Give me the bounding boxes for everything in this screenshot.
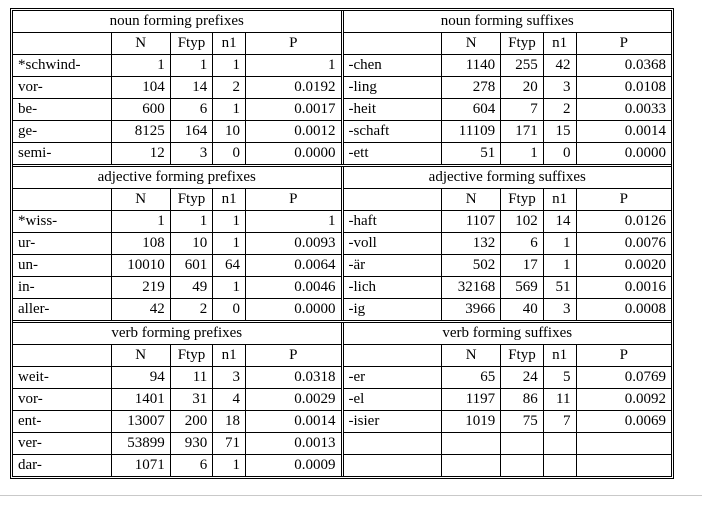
value-cell: 0.0093: [246, 233, 341, 255]
affix-cell: vor-: [13, 77, 111, 99]
value-cell: 0.0000: [576, 143, 671, 165]
column-header: N: [442, 33, 501, 55]
suffix-subtable: [344, 323, 672, 476]
column-header: P: [246, 33, 341, 55]
value-cell: [543, 433, 576, 455]
header-blank-cell: [13, 189, 111, 211]
value-cell: [576, 455, 671, 477]
column-header: Ftyp: [501, 189, 544, 211]
prefix-subtable: [13, 11, 344, 164]
table-row: [344, 77, 672, 99]
affix-cell: -el: [344, 389, 442, 411]
value-cell: 108: [111, 233, 170, 255]
value-cell: [501, 455, 544, 477]
value-cell: [543, 455, 576, 477]
affix-cell: -haft: [344, 211, 442, 233]
value-cell: 255: [501, 55, 544, 77]
value-cell: 18: [213, 411, 246, 433]
suffix-subtable: [344, 11, 672, 164]
value-cell: 14: [543, 211, 576, 233]
value-cell: 94: [111, 367, 170, 389]
value-cell: 11: [543, 389, 576, 411]
affix-cell: -lich: [344, 277, 442, 299]
affix-cell: [344, 433, 442, 455]
affix-cell: -chen: [344, 55, 442, 77]
affix-cell: -heit: [344, 99, 442, 121]
affix-cell: ent-: [13, 411, 111, 433]
column-header: N: [111, 345, 170, 367]
column-header: Ftyp: [170, 345, 213, 367]
value-cell: 104: [111, 77, 170, 99]
value-cell: 600: [111, 99, 170, 121]
affix-cell: un-: [13, 255, 111, 277]
value-cell: [442, 455, 501, 477]
column-header: n1: [543, 33, 576, 55]
value-cell: 1: [213, 233, 246, 255]
table-row: [344, 55, 672, 77]
value-cell: [442, 433, 501, 455]
value-cell: 1: [213, 99, 246, 121]
table-row: [344, 211, 672, 233]
column-header: N: [442, 189, 501, 211]
value-cell: 0.0013: [246, 433, 341, 455]
column-header: Ftyp: [501, 345, 544, 367]
affix-cell: ver-: [13, 433, 111, 455]
value-cell: 1019: [442, 411, 501, 433]
table-row: [13, 255, 341, 277]
column-header: Ftyp: [170, 189, 213, 211]
value-cell: 0.0064: [246, 255, 341, 277]
value-cell: 5: [543, 367, 576, 389]
column-header: Ftyp: [501, 33, 544, 55]
affix-cell: [344, 455, 442, 477]
affix-cell: ur-: [13, 233, 111, 255]
value-cell: [501, 433, 544, 455]
table-row: [344, 433, 672, 455]
value-cell: 1: [170, 55, 213, 77]
value-cell: 71: [213, 433, 246, 455]
table-row: [344, 367, 672, 389]
value-cell: 1: [213, 455, 246, 477]
value-cell: 6: [170, 455, 213, 477]
value-cell: 0.0126: [576, 211, 671, 233]
table-row: [344, 299, 672, 321]
value-cell: 0.0000: [246, 299, 341, 321]
table-row: [13, 277, 341, 299]
value-cell: 11109: [442, 121, 501, 143]
table-group: [13, 320, 671, 476]
table-row: [13, 411, 341, 433]
column-header: n1: [213, 189, 246, 211]
table-row: [13, 299, 341, 321]
value-cell: 64: [213, 255, 246, 277]
value-cell: 601: [170, 255, 213, 277]
affix-cell: -voll: [344, 233, 442, 255]
prefix-subtable: [13, 323, 344, 476]
affix-cell: in-: [13, 277, 111, 299]
value-cell: 0: [543, 143, 576, 165]
column-header: P: [576, 345, 671, 367]
value-cell: 3: [543, 77, 576, 99]
value-cell: 200: [170, 411, 213, 433]
table-row: [344, 233, 672, 255]
value-cell: 1107: [442, 211, 501, 233]
value-cell: 0: [213, 299, 246, 321]
value-cell: 502: [442, 255, 501, 277]
affix-cell: semi-: [13, 143, 111, 165]
value-cell: 10: [213, 121, 246, 143]
value-cell: 86: [501, 389, 544, 411]
value-cell: 49: [170, 277, 213, 299]
value-cell: 1140: [442, 55, 501, 77]
table-row: [344, 121, 672, 143]
table-row: [13, 367, 341, 389]
value-cell: 930: [170, 433, 213, 455]
table-row: [344, 389, 672, 411]
value-cell: 102: [501, 211, 544, 233]
subtable-title: verb forming suffixes: [344, 323, 672, 345]
affix-cell: -isier: [344, 411, 442, 433]
affix-statistics-table: [10, 8, 674, 479]
affix-cell: ge-: [13, 121, 111, 143]
value-cell: 17: [501, 255, 544, 277]
table-row: [13, 77, 341, 99]
value-cell: 24: [501, 367, 544, 389]
column-header: Ftyp: [170, 33, 213, 55]
value-cell: 75: [501, 411, 544, 433]
value-cell: 6: [501, 233, 544, 255]
value-cell: 3: [213, 367, 246, 389]
table-row: [13, 55, 341, 77]
column-header: n1: [213, 345, 246, 367]
table-row: [13, 143, 341, 165]
value-cell: 0.0076: [576, 233, 671, 255]
value-cell: 40: [501, 299, 544, 321]
value-cell: 0.0012: [246, 121, 341, 143]
subtable-title: verb forming prefixes: [13, 323, 341, 345]
value-cell: 0.0108: [576, 77, 671, 99]
table-row: [13, 233, 341, 255]
affix-cell: -schaft: [344, 121, 442, 143]
value-cell: 569: [501, 277, 544, 299]
value-cell: 51: [442, 143, 501, 165]
value-cell: 604: [442, 99, 501, 121]
value-cell: 7: [543, 411, 576, 433]
value-cell: 1: [501, 143, 544, 165]
value-cell: 3: [543, 299, 576, 321]
value-cell: 0.0769: [576, 367, 671, 389]
value-cell: 0.0092: [576, 389, 671, 411]
value-cell: 65: [442, 367, 501, 389]
column-header: P: [576, 189, 671, 211]
affix-cell: -är: [344, 255, 442, 277]
value-cell: 32168: [442, 277, 501, 299]
column-header: n1: [213, 33, 246, 55]
table-group: [13, 164, 671, 320]
value-cell: 8125: [111, 121, 170, 143]
value-cell: 278: [442, 77, 501, 99]
table-row: [13, 121, 341, 143]
table-row: [13, 389, 341, 411]
table-row: [344, 143, 672, 165]
value-cell: 1401: [111, 389, 170, 411]
value-cell: 1: [246, 55, 341, 77]
value-cell: 13007: [111, 411, 170, 433]
affix-cell: -ett: [344, 143, 442, 165]
header-blank-cell: [13, 33, 111, 55]
subtable-title: adjective forming prefixes: [13, 167, 341, 189]
affix-cell: be-: [13, 99, 111, 121]
value-cell: 0.0014: [246, 411, 341, 433]
value-cell: 31: [170, 389, 213, 411]
affix-cell: *wiss-: [13, 211, 111, 233]
value-cell: 2: [543, 99, 576, 121]
column-header: n1: [543, 189, 576, 211]
value-cell: 3966: [442, 299, 501, 321]
table-row: [344, 277, 672, 299]
table-row: [13, 211, 341, 233]
affix-cell: *schwind-: [13, 55, 111, 77]
value-cell: 12: [111, 143, 170, 165]
header-blank-cell: [13, 345, 111, 367]
value-cell: 51: [543, 277, 576, 299]
header-blank-cell: [344, 33, 442, 55]
value-cell: 0: [213, 143, 246, 165]
value-cell: 0.0029: [246, 389, 341, 411]
table-row: [344, 455, 672, 477]
value-cell: 0.0046: [246, 277, 341, 299]
value-cell: 1: [246, 211, 341, 233]
column-header: N: [111, 189, 170, 211]
value-cell: 3: [170, 143, 213, 165]
value-cell: 10: [170, 233, 213, 255]
header-blank-cell: [344, 189, 442, 211]
value-cell: [576, 433, 671, 455]
value-cell: 1: [111, 211, 170, 233]
value-cell: 1: [111, 55, 170, 77]
subtable-title: adjective forming suffixes: [344, 167, 672, 189]
value-cell: 42: [543, 55, 576, 77]
value-cell: 2: [170, 299, 213, 321]
value-cell: 219: [111, 277, 170, 299]
value-cell: 0.0009: [246, 455, 341, 477]
value-cell: 0.0014: [576, 121, 671, 143]
table-row: [344, 411, 672, 433]
column-header: P: [246, 189, 341, 211]
value-cell: 1: [213, 55, 246, 77]
value-cell: 1197: [442, 389, 501, 411]
value-cell: 14: [170, 77, 213, 99]
column-header: P: [246, 345, 341, 367]
header-blank-cell: [344, 345, 442, 367]
value-cell: 164: [170, 121, 213, 143]
value-cell: 0.0020: [576, 255, 671, 277]
value-cell: 20: [501, 77, 544, 99]
affix-cell: -ig: [344, 299, 442, 321]
value-cell: 0.0192: [246, 77, 341, 99]
value-cell: 1: [170, 211, 213, 233]
value-cell: 10010: [111, 255, 170, 277]
value-cell: 171: [501, 121, 544, 143]
value-cell: 7: [501, 99, 544, 121]
value-cell: 1: [213, 211, 246, 233]
subtable-title: noun forming prefixes: [13, 11, 341, 33]
value-cell: 0.0008: [576, 299, 671, 321]
page-bottom-rule: [0, 495, 702, 496]
suffix-subtable: [344, 167, 672, 320]
value-cell: 0.0017: [246, 99, 341, 121]
affix-cell: vor-: [13, 389, 111, 411]
subtable-title: noun forming suffixes: [344, 11, 672, 33]
value-cell: 1: [213, 277, 246, 299]
value-cell: 2: [213, 77, 246, 99]
value-cell: 11: [170, 367, 213, 389]
value-cell: 0.0016: [576, 277, 671, 299]
value-cell: 1: [543, 255, 576, 277]
affix-cell: -er: [344, 367, 442, 389]
value-cell: 6: [170, 99, 213, 121]
table-row: [344, 255, 672, 277]
table-row: [13, 99, 341, 121]
value-cell: 0.0000: [246, 143, 341, 165]
value-cell: 132: [442, 233, 501, 255]
affix-cell: dar-: [13, 455, 111, 477]
value-cell: 53899: [111, 433, 170, 455]
table-row: [13, 455, 341, 477]
value-cell: 15: [543, 121, 576, 143]
table-row: [13, 433, 341, 455]
affix-cell: aller-: [13, 299, 111, 321]
column-header: P: [576, 33, 671, 55]
affix-cell: weit-: [13, 367, 111, 389]
value-cell: 0.0033: [576, 99, 671, 121]
value-cell: 0.0368: [576, 55, 671, 77]
value-cell: 0.0318: [246, 367, 341, 389]
table-row: [344, 99, 672, 121]
affix-cell: -ling: [344, 77, 442, 99]
value-cell: 42: [111, 299, 170, 321]
value-cell: 4: [213, 389, 246, 411]
column-header: N: [111, 33, 170, 55]
value-cell: 1071: [111, 455, 170, 477]
table-group: [13, 11, 671, 164]
column-header: n1: [543, 345, 576, 367]
prefix-subtable: [13, 167, 344, 320]
value-cell: 1: [543, 233, 576, 255]
value-cell: 0.0069: [576, 411, 671, 433]
column-header: N: [442, 345, 501, 367]
